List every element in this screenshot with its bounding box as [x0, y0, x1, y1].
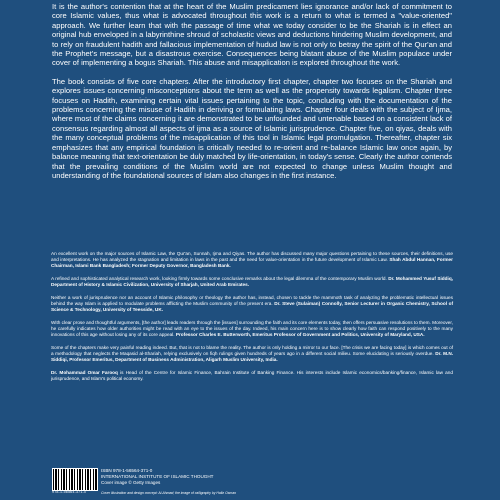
review [51, 295, 453, 313]
review-attribution: Dr. Mohammed Yusuf Siddiq, Department of History & Islamic Civilization, University of Sharjah, United Arab Emirates. [51, 276, 453, 287]
about-author [51, 370, 453, 382]
review-text: With clear prose and thoughtful arguments, [the author] leads readers through the [issues] surrounding the faith and its core elements today, then offers persuasive resolutions to them. Moreover, he carefully indicates how older authorities might be read with an eye to the issues of the day. Indeed, his main concern here is to show clearly how faith can respond positively to the many innovations of this age without losing any of its core appeal. [51, 320, 453, 337]
reviews [51, 251, 453, 382]
review [51, 320, 453, 338]
barcode [52, 468, 98, 491]
review [51, 251, 453, 269]
isbn-line: ISBN 978-1-56564-371-0 [101, 468, 153, 473]
review-text: A refined and sophisticated analytical research work, looking firmly towards some conclusive remarks about the legal dilemma of the contemporary Muslim world. [51, 276, 387, 282]
review [51, 276, 453, 288]
review-attribution: Dr. Steve (Sulaiman) Connolly, Senior Lecturer in Organic Chemistry, School of Science & Technology, University of Teesside, UK. [51, 301, 453, 312]
blurb [52, 2, 452, 189]
review-attribution: Professor Charles E. Butterworth, Emeritus Professor of Government and Politics, University of Maryland, USA. [175, 331, 425, 337]
review [51, 345, 453, 363]
publisher-name: INTERNATIONAL INSTITUTE OF ISLAMIC THOUGHT [101, 473, 214, 479]
review-attribution: Dr. M.N. Siddiqi, Professor Emeritus, Department of Business Administration, Aligarh Muslim University, India. [51, 351, 454, 362]
blurb-paragraph-1: It is the author's contention that at the heart of the Muslim predicament lies ignorance and/or lack of commitment to core Islamic values, thus what is advocated throughout this work is a return to what is termed a "value-oriented" approach. We further learn that with the passage of time what we today consider to be the Shariah is in effect an original hub enveloped in a labyrinthine shroud of scholastic views and deductions hindering Muslim development, and to rely on fraudulent hadith and fallacious implementation of hudud law is not only to betray the spirit of the Qur'an and the Prophet's message, but a disastrous exercise. Consequences being blatant abuse of the Muslim populace under cover of implementing a bogus Shariah. This abuse and misapplication is explored throughout the work. [52, 2, 452, 68]
blurb-paragraph-2: The book consists of five core chapters. After the introductory first chapter, chapter two focuses on the Shariah and explores issues concerning misconceptions about the term as well as the propensity towards legalism. Chapter three focuses on Hadith, examining certain vital issues pertaining to the topic, concluding with the documentation of the problems concerning the misuse of Hadith in deriving or formulating laws. Chapter four deals with the subject of Ijma, where most of the claims concerning it are demonstrated to be unfounded and untenable based on a consistent lack of consensus regarding almost all aspects of ijma as a source of Islamic jurisprudence. Chapter five, on qiyas, deals with the many conceptual problems of the misapplication of this tool in Islamic legal promulgation. Thereafter, chapter six emphasizes that any empirical foundation is critically needed to re-orient and re-balance Islamic law once again, by balance meaning that text-orientation be duly matched by life-orientation, in today's sense. Clearly the author contends that the prevailing conditions of the Muslim world are not expected to change unless Muslim thought and understanding of the foundational sources of Islam also changes in the first instance. [52, 76, 452, 180]
review-text: Neither a work of jurisprudence nor an account of Islamic philosophy or theology the author has, instead, chosen to tackle the mammoth task of analyzing the problematic intellectual issues behind the way Islam is applied to modulate problems afflicting the Muslim community of the present era. [51, 295, 453, 307]
review-text: Some of the chapters make very painful reading indeed. But, that is not to blame the reality. The author is only holding a mirror to our face. [The crisis we are facing today] is which comes out of a methodology that neglects the Maqasid al-Shariah, relying exclusively on fiqh rulings given hundreds of years ago in a different social milieu. Some elucidating is seriously overdue. [51, 345, 453, 357]
publisher-block [101, 468, 321, 485]
barcode-number: 978-1-56564-371-0 [52, 490, 87, 494]
author-name: Dr. Mohammad Omar Farooq [51, 370, 118, 376]
review-text: An excellent work on the major sources of Islamic Law, the Qur'an, Sunnah, Ijma and Qiyas. The author has discussed many major questions pertaining to these sources, their definitions, use and interpretations. He has analyzed the stagnation and limitation in laws in the past and the need for value-orientation in the future development of Islamic Law. [51, 251, 453, 262]
design-credit: Cover illustration and design concept: Al-Ahmad; the image of calligraphy by Hafiz Osman [101, 491, 237, 495]
cover-credit: Cover image © Getty Images [101, 479, 161, 485]
author-bio: is Head of the Centre for Islamic Finance, Bahrain Institute of Banking Finance. His interests include Islamic economics/banking/finance, Islamic law and jurisprudence, and Islam's political economy. [51, 370, 453, 382]
review-attribution: Shah Abdul Hannan, Former Chairman, Islami Bank Bangladesh; Former Deputy Governor, Bangladesh Bank. [51, 256, 453, 268]
